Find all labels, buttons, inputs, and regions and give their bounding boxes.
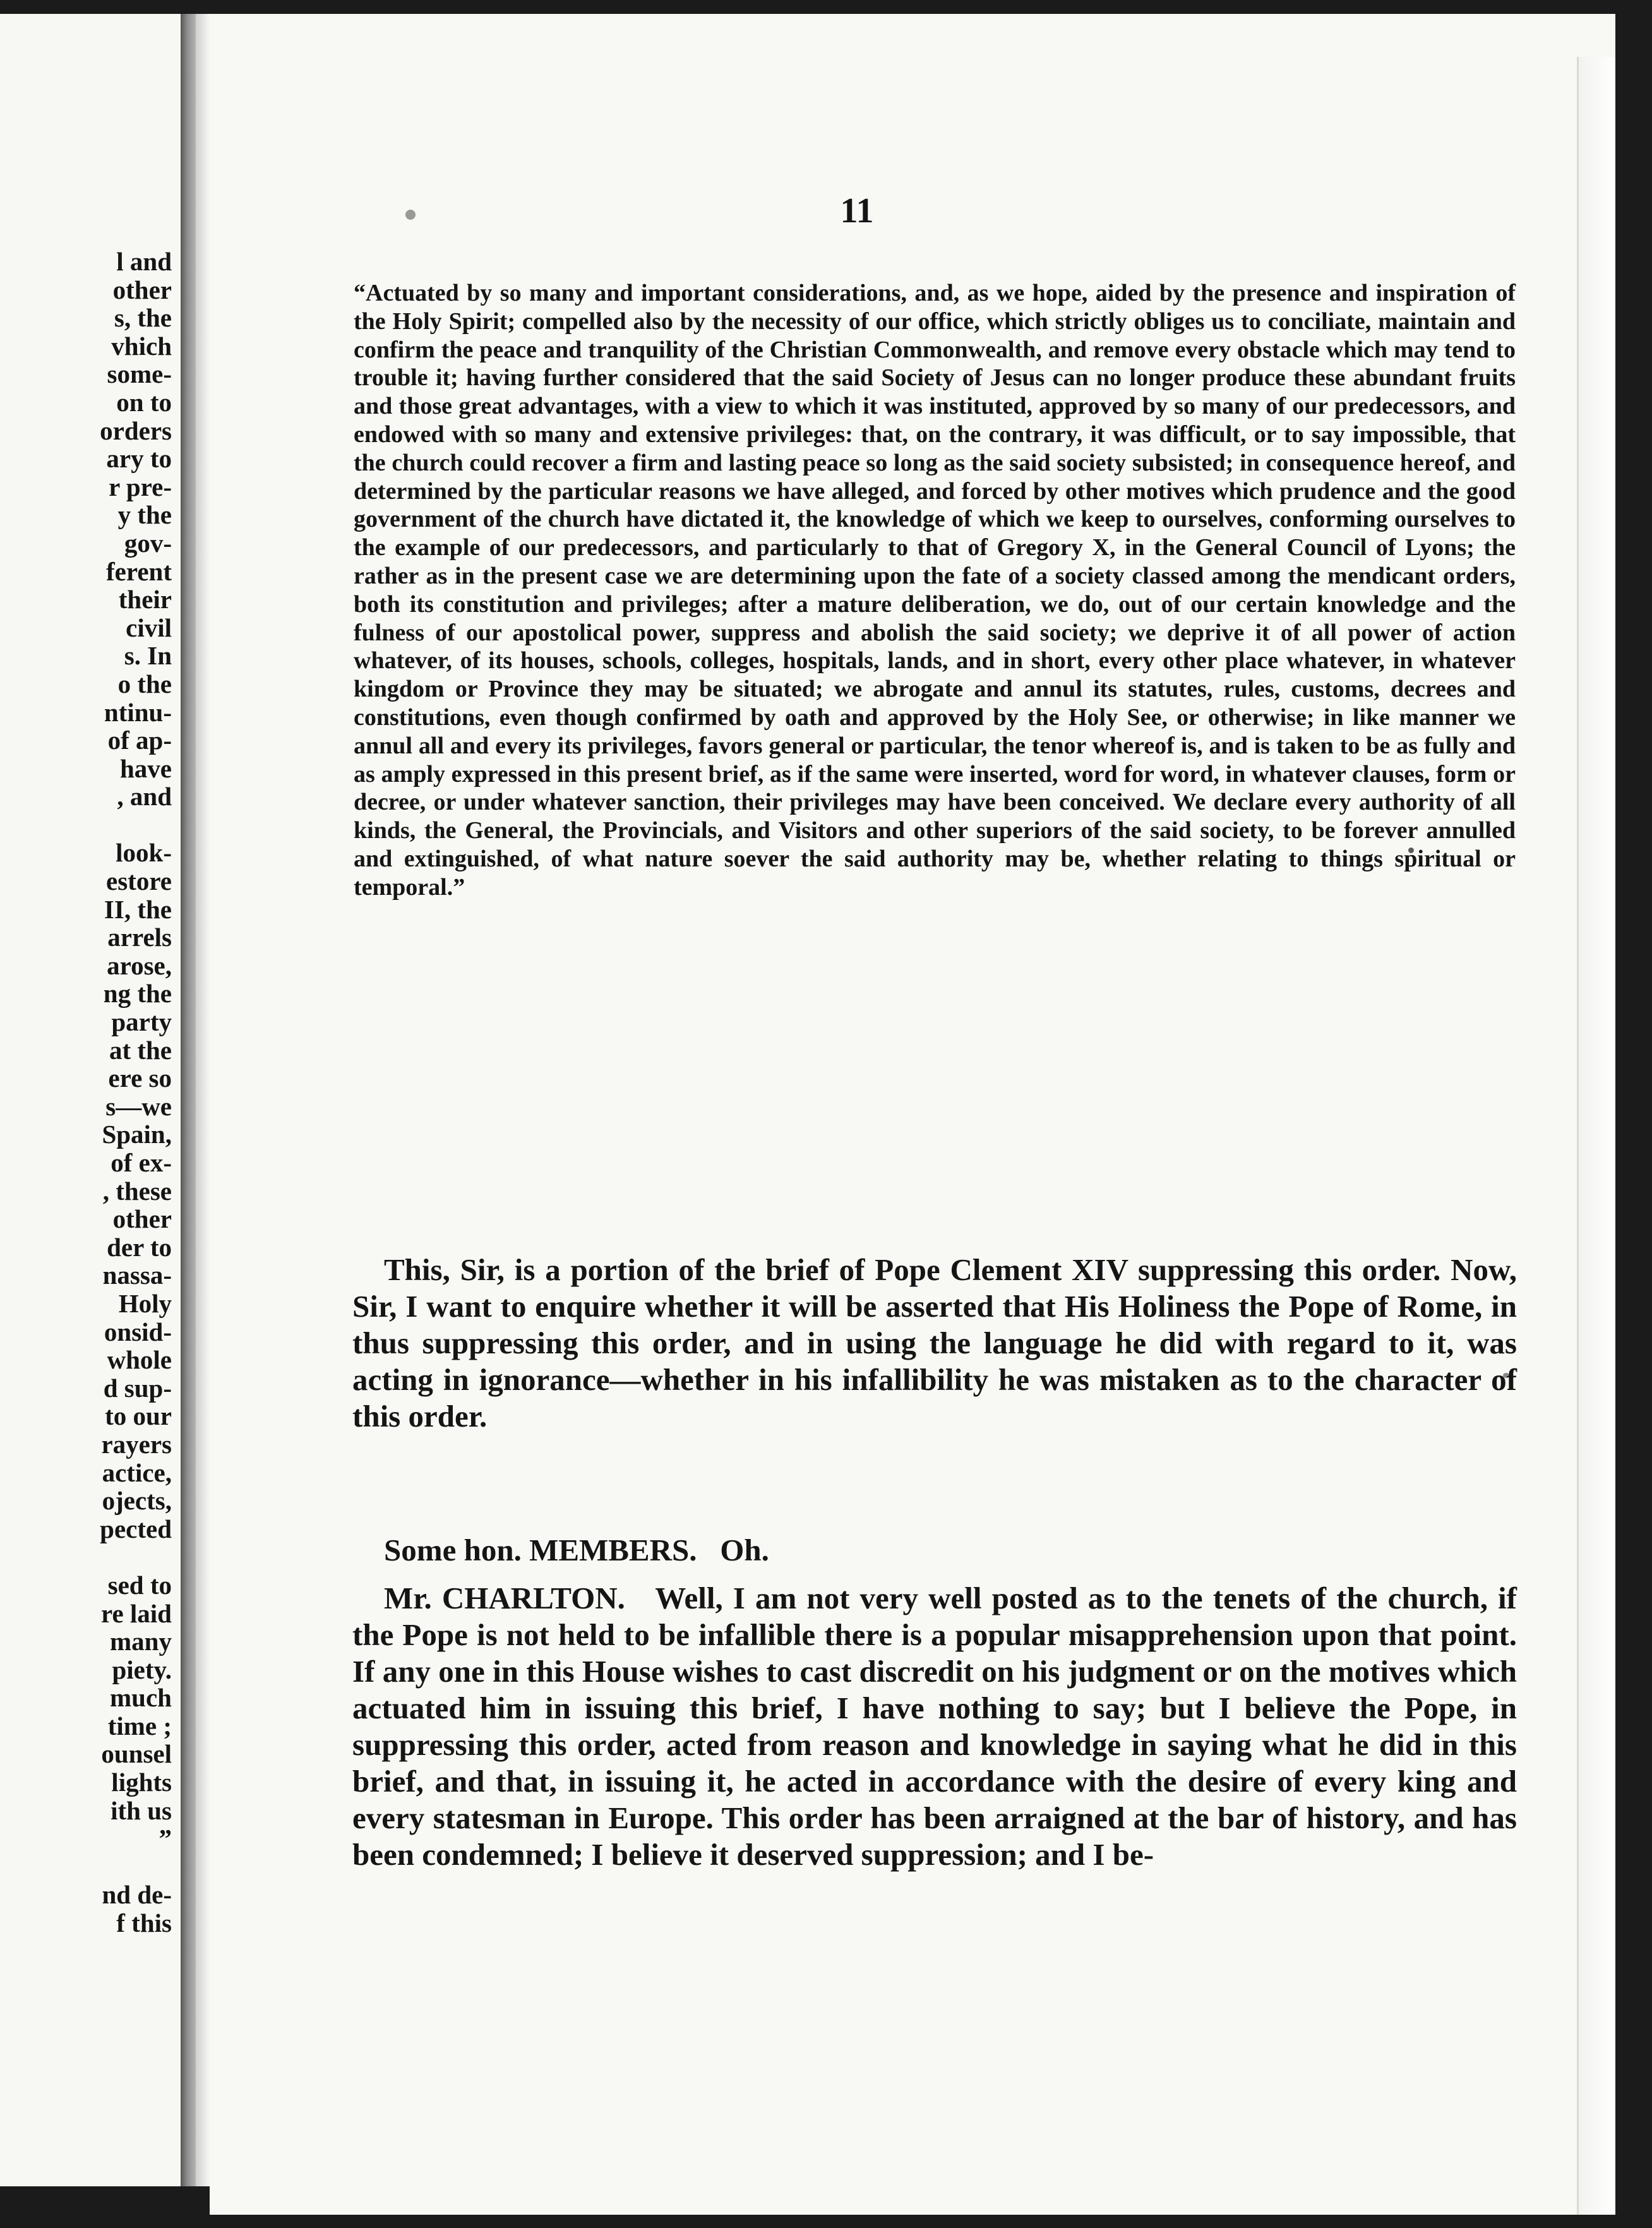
previous-page-line: ojects, xyxy=(102,1486,172,1516)
speck-mark xyxy=(405,210,416,220)
speech-paragraph xyxy=(352,1252,1517,1435)
previous-page-line: ith us xyxy=(111,1795,172,1825)
previous-page-line: d sup- xyxy=(103,1373,172,1403)
previous-page-line: ere so xyxy=(108,1063,172,1093)
previous-page-line: on to xyxy=(116,387,172,417)
previous-page-line: orders xyxy=(100,416,172,445)
previous-page-line: , these xyxy=(102,1176,172,1206)
previous-page-line xyxy=(100,811,172,839)
book-gutter xyxy=(181,14,196,2186)
previous-page-line xyxy=(100,1543,172,1571)
paragraph-text: This, Sir, is a portion of the brief of Pope Clement XIV suppressing this order. Now, Sir, I want to enquire whether it will be asserted that His Holiness the Pope of Rome, in thus suppressing this order, and in using the language he did with regard to it, was acting in ignorance—whether in his infallibility he was mistaken as to the character of this order. xyxy=(352,1252,1517,1434)
previous-page-line: ferent xyxy=(106,556,172,586)
previous-page-line: to our xyxy=(105,1401,172,1431)
previous-page-line: , and xyxy=(117,782,172,812)
interjection-text: Oh. xyxy=(720,1533,769,1567)
previous-page-line: ng the xyxy=(103,979,172,1009)
previous-page-line: their xyxy=(118,585,172,614)
previous-page-line: estore xyxy=(106,866,172,896)
previous-page-line: y the xyxy=(117,500,172,530)
previous-page-line: s, the xyxy=(114,303,172,333)
previous-page-line: look- xyxy=(116,838,172,868)
previous-page-line: some- xyxy=(107,359,172,389)
previous-page-line: II, the xyxy=(104,894,172,924)
previous-page-line xyxy=(100,1853,172,1881)
page-number: 11 xyxy=(840,191,874,231)
previous-page-line: piety. xyxy=(112,1655,172,1684)
previous-page-line: arose, xyxy=(107,950,172,980)
previous-page-line: of ex- xyxy=(111,1148,172,1177)
previous-page-line: whole xyxy=(107,1345,172,1375)
previous-page-line: ary to xyxy=(106,444,172,474)
previous-page-line: Holy xyxy=(118,1288,172,1318)
paragraph-text: Well, I am not very well posted as to the tenets of the church, if the Pope is not held to be infallible there is a popular misapprehension upon that point. If any one in this House wishes to cast discredit on his judgment or on the motives which actuated him in issuing this brief, I have nothing to say; but I believe the Pope, in suppressing this order, acted from reason and knowledge in saying what he did in this brief, and that, in issuing it, he acted in accordance with the desire of every king and every statesman in Europe. This order has been arraigned at the bar of history, and has been condemned; I believe it deserved suppression; and I be- xyxy=(352,1581,1517,1872)
scanned-page xyxy=(210,14,1615,2215)
previous-page-line: arrels xyxy=(107,923,172,952)
previous-page-line: s—we xyxy=(105,1091,172,1121)
previous-page-line: time ; xyxy=(107,1711,172,1740)
previous-page-line: many xyxy=(110,1627,172,1656)
previous-page-line: der to xyxy=(107,1232,172,1262)
previous-page-line: l and xyxy=(116,247,172,276)
speech-paragraph xyxy=(352,1580,1517,1873)
previous-page-line: s. In xyxy=(124,641,172,671)
interjection xyxy=(352,1532,1517,1569)
previous-page-line: nassa- xyxy=(102,1261,172,1290)
previous-page-line: ” xyxy=(159,1824,172,1854)
previous-page-fragment xyxy=(0,14,181,2186)
previous-page-line: gov- xyxy=(124,528,172,558)
previous-page-text xyxy=(100,248,172,1938)
previous-page-line: r pre- xyxy=(109,472,172,501)
previous-page-line: party xyxy=(111,1007,172,1037)
speaker-name: Some hon. MEMBERS. xyxy=(384,1533,697,1567)
previous-page-line: nd de- xyxy=(102,1880,172,1910)
page-edge xyxy=(1577,57,1615,2215)
previous-page-line: have xyxy=(120,753,172,783)
previous-page-line: o the xyxy=(117,669,172,698)
previous-page-line: much xyxy=(110,1683,172,1713)
previous-page-line: f this xyxy=(116,1908,172,1938)
previous-page-line: civil xyxy=(126,613,172,642)
previous-page-line: other xyxy=(112,275,172,304)
previous-page-line: re laid xyxy=(101,1598,172,1628)
previous-page-line: Spain, xyxy=(102,1120,172,1149)
previous-page-line: actice, xyxy=(102,1458,172,1487)
previous-page-line: rayers xyxy=(101,1429,172,1459)
speaker-name: Mr. CHARLTON. xyxy=(384,1581,625,1615)
previous-page-line: vhich xyxy=(111,331,172,361)
previous-page-line: sed to xyxy=(107,1570,172,1600)
previous-page-line: at the xyxy=(109,1035,172,1065)
previous-page-line: ounsel xyxy=(101,1739,172,1769)
quoted-brief: “Actuated by so many and important considerations, and, as we hope, aided by the presence and inspiration of the Holy Spirit; compelled also by the necessity of our office, which strictly obliges us to conciliate, maintain and confirm the peace and tranquility of the Christian Commonwealth, and remove every obstacle which may tend to trouble it; having further considered that the said Society of Jesus can no longer produce these abundant fruits and those great advantages, with a view to which it was instituted, approved by so many of our predecessors, and endowed with so many and extensive privileges: that, on the contrary, it was difficult, or to say impossible, that the church could recover a firm and lasting peace so long as the said society subsisted; in consequence hereof, and determined by the particular reasons we have alleged, and forced by other motives which prudence and the good government of the church have dictated it, the knowledge of which we keep to ourselves, conforming ourselves to the example of our predecessors, and particularly to that of Gregory X, in the General Council of Lyons; the rather as in the present case we are determining upon the fate of a society classed among the mendicant orders, both its constitution and privileges; after a mature deliberation, we do, out of our certain knowledge and the fulness of our apostolical power, suppress and abolish the said society; we deprive it of all power of action whatever, of its houses, schools, colleges, hospitals, lands, and in short, every other place whatever, in whatever kingdom or Province they may be situated; we abrogate and annul its statutes, rules, customs, decrees and constitutions, even though confirmed by oath and approved by the Holy See, or otherwise; in like manner we annul all and every its privileges, favors general or particular, the tenor whereof is, and is taken to be as fully and as amply expressed in this present brief, as if the same were inserted, word for word, in whatever clauses, form or decree, or under whatever sanction, their privileges may have been conceived. We declare every authority of all kinds, the General, the Provincials, and Visitors and other superiors of the said society, to be forever annulled and extinguished, of what nature soever the said authority may be, whether relating to things spiritual or temporal.” xyxy=(354,280,1516,901)
previous-page-line: ntinu- xyxy=(104,697,172,727)
gutter-shadow xyxy=(196,14,210,2186)
previous-page-line: pected xyxy=(100,1514,172,1543)
previous-page-line: lights xyxy=(111,1768,172,1797)
previous-page-line: of ap- xyxy=(107,726,172,755)
previous-page-line: onsid- xyxy=(104,1317,172,1346)
previous-page-line: other xyxy=(112,1204,172,1234)
